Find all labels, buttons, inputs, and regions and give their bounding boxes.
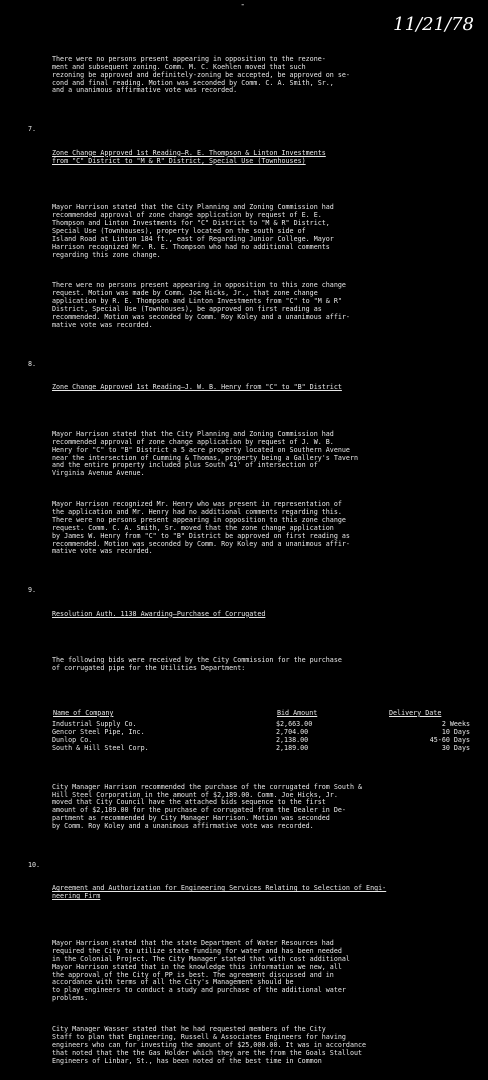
column-header: Name of Company bbox=[53, 708, 114, 717]
item-title: Agreement and Authorization for Engineering Services Relating to Selection of Engi- neering Firm bbox=[52, 884, 387, 901]
item-9 bbox=[28, 586, 470, 634]
column-header: Bid Amount bbox=[277, 708, 318, 717]
table-row bbox=[52, 728, 470, 736]
paragraph: Mayor Harrison stated that the City Planning and Zoning Commission had recommended approval of zone change application by request of E. E. Thompson and Linton Investments for "C" District to "M & R" District, Special Use (Townhouses), property located on the south side of Island Road at Linton 184 ft., east of Regarding Junior College. Mayor Harrison recognized Mr. R. E. Thompson who had no additional comments regarding this zone change. bbox=[52, 203, 334, 259]
table-row bbox=[52, 744, 470, 752]
company-cell: South & Hill Steel Corp. bbox=[52, 743, 149, 752]
paragraph: Mayor Harrison recognized Mr. Henry who was present in representation of the application and Mr. Henry had no additional comments regarding this. There were no persons present appearing in opposition to this zone change request. Comm. C. A. Smith, Sr. moved that the zone change application by James W. Henry from "C" to "B" District be approved on first reading as recommended. Motion was seconded by Comm. Roy Koley and a unanimous affir- mative vote was recorded. bbox=[52, 500, 350, 556]
company-cell: Gencor Steel Pipe, Inc. bbox=[52, 727, 145, 736]
paragraph: There were no persons present appearing in opposition to this zone change request. Motion was made by Comm. Joe Hicks, Jr., that zone change application by R. E. Thompson and Linton Investments from "C" to "M & R" District, Special Use (Townhouses), be approved on first reading as recommended. Motion was seconded by Comm. Roy Koley and a unanimous affir- mative vote was recorded. bbox=[52, 281, 350, 329]
paragraph: City Manager Wasser stated that he had requested members of the City Staff to plan that Engineering, Russell & Associates Engineers for having engineers who can for investing the amount of $25,000.00. It was in accordance that noted that the the Gas Holder which they are the from the Goals Stallout Engineers of Linbar, St., has been noted of the best time in Common bbox=[52, 1024, 367, 1065]
item-number: 9. bbox=[28, 586, 37, 595]
paragraph: The following bids were received by the City Commission for the purchase of corrugated pipe for the Utilities Department: bbox=[52, 656, 342, 673]
intro-paragraph: There were no persons present appearing in opposition to the rezone- ment and subsequent zoning. Comm. M. C. Koehlen moved that such rezoning be approved and definitely-zoning be accepted, be approved on se- cond and final reading. Motion was seconded by Comm. C. A. Smith, Sr., and a unanimous affirmative vote was recorded. bbox=[52, 54, 350, 95]
company-cell: Dunlop Co. bbox=[52, 735, 93, 744]
delivery-cell: 30 Days bbox=[441, 743, 470, 752]
company-cell: Industrial Supply Co. bbox=[52, 719, 137, 728]
table-row bbox=[52, 736, 470, 744]
amount-cell: 2,189.00 bbox=[276, 743, 309, 752]
amount-cell: 2,138.00 bbox=[276, 735, 309, 744]
handwritten-date: 11/21/78 bbox=[393, 14, 474, 35]
item-7 bbox=[28, 125, 470, 181]
item-title: Zone Change Approved 1st Reading—J. W. B. Henry from "C" to "B" District bbox=[52, 383, 342, 392]
item-title: Resolution Auth. 1138 Awarding—Purchase of Corrugated bbox=[52, 609, 266, 618]
minutes-body bbox=[28, 40, 470, 1080]
item-number: 7. bbox=[28, 125, 37, 134]
item-number: 10. bbox=[28, 860, 41, 869]
delivery-cell: 45-60 Days bbox=[429, 735, 470, 744]
delivery-cell: 2 Weeks bbox=[441, 719, 470, 728]
delivery-cell: 10 Days bbox=[441, 727, 470, 736]
paragraph: Mayor Harrison stated that the state Department of Water Resources had required the City to utilize state funding for water and has been needed in the Colonial Project. The City Manager stated that with cost additional Mayor Harrison stated that in the knowledge this information we new, all the approval of the City of PP is best. The agreement discussed and in accordance with terms of all the City's Management should be to play engineers to conduct a study and purchase of the additional water problems. bbox=[52, 938, 350, 1003]
item-10 bbox=[28, 860, 470, 917]
bid-table bbox=[52, 708, 470, 752]
page-mark: - bbox=[240, 0, 246, 10]
column-header: Delivery Date bbox=[389, 708, 442, 717]
paragraph: Mayor Harrison stated that the City Planning and Zoning Commission had recommended approval of zone change application by request of J. W. B. Henry for "C" to "B" District a 5 acre property located on Southern Avenue near the intersection of Cumming & Thomas, property being a Gallery's Tavern and the entire property included plus South 41' of intersection of Virginia Avenue Avenue. bbox=[52, 429, 358, 478]
amount-cell: 2,704.00 bbox=[276, 727, 309, 736]
amount-cell: $2,663.00 bbox=[276, 719, 313, 728]
item-title: Zone Change Approved 1st Reading—R. E. Thompson & Linton Investments from "C" District to "M & R" District, Special Use (Townhouses) bbox=[52, 148, 326, 165]
paragraph: City Manager Harrison recommended the purchase of the corrugated from South & Hill Steel Corporation in the amount of $2,189.00. Comm. Joe Hicks, Jr. moved that City Council have the attached bids sequence to the first amount of $2,189.00 for the purchase of corrugated from the Dealer in De- partment as recommended by City Manager Harrison. Motion was seconded by Comm. Roy Koley and a unanimous affirmative vote was recorded. bbox=[52, 782, 363, 831]
item-number: 8. bbox=[28, 359, 37, 368]
item-8 bbox=[28, 359, 470, 408]
table-header-row bbox=[52, 708, 470, 720]
table-row bbox=[52, 720, 470, 728]
